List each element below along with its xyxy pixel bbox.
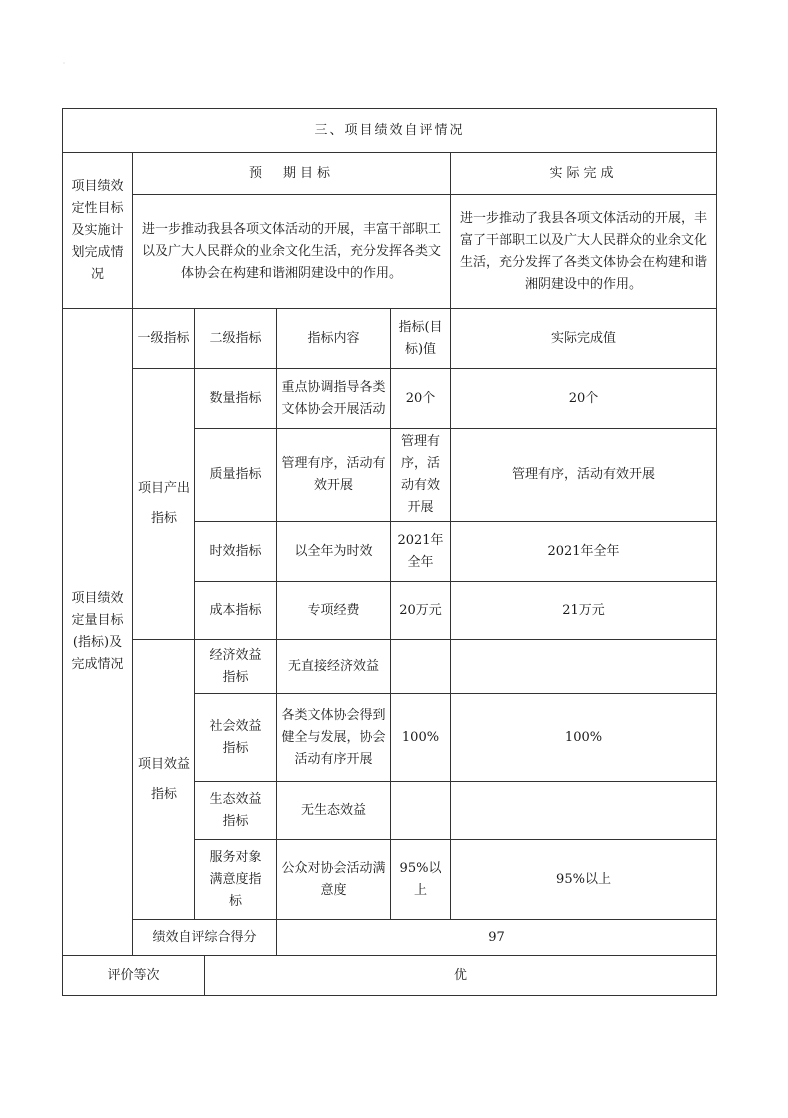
table-row: [451, 782, 717, 840]
table-row: 时效指标: [195, 522, 277, 582]
quantitative-label: [63, 309, 133, 956]
table-row: 重点协调指导各类文体协会开展活动: [277, 369, 391, 429]
header-target: 指标(目标)值: [391, 309, 451, 369]
table-row: 21万元: [451, 582, 717, 640]
benefit-label-text: 项目效益指标: [137, 756, 190, 802]
benefit-level2-3: 服务对象满意度指标: [209, 849, 262, 909]
table-row: [391, 640, 451, 694]
benefit-level2-0: 经济效益指标: [209, 647, 262, 685]
table-row: 2021年全年: [451, 522, 717, 582]
actual-header: 实际完成: [451, 153, 717, 195]
table-row: [195, 640, 277, 694]
table-row: 公众对协会活动满意度: [277, 840, 391, 920]
header-level2: 二级指标: [195, 309, 277, 369]
table-row: 无生态效益: [277, 782, 391, 840]
table-row: 95%以上: [391, 840, 451, 920]
table-row: 管理有序，活动有效开展: [451, 429, 717, 522]
header-actual: 实际完成值: [451, 309, 717, 369]
grade-value: 优: [205, 956, 717, 996]
table-row: [195, 782, 277, 840]
table-row: 各类文体协会得到健全与发展，协会活动有序开展: [277, 694, 391, 782]
table-row: 无直接经济效益: [277, 640, 391, 694]
score-label: 绩效自评综合得分: [133, 920, 277, 956]
table-row: [195, 840, 277, 920]
header-level1: 一级指标: [133, 309, 195, 369]
table-row: 质量指标: [195, 429, 277, 522]
score-value: 97: [277, 920, 717, 956]
output-label-text: 项目产出指标: [137, 481, 190, 526]
performance-table: [62, 108, 717, 996]
section-title: 三、项目绩效自评情况: [63, 109, 717, 153]
table-row: 100%: [451, 694, 717, 782]
table-row: 以全年为时效: [277, 522, 391, 582]
table-row: 管理有序，活动有效开展: [277, 429, 391, 522]
benefit-level2-1: 社会效益指标: [209, 718, 262, 756]
table-row: [195, 694, 277, 782]
table-row: 20万元: [391, 582, 451, 640]
table-row: 数量指标: [195, 369, 277, 429]
qualitative-label: [63, 153, 133, 309]
table-row: 95%以上: [451, 840, 717, 920]
qualitative-label-text: 项目绩效定性目标及实施计划完成情况: [71, 178, 124, 282]
table-row: [391, 782, 451, 840]
table-row: 管理有序，活动有效开展: [391, 429, 451, 522]
table-row: 20个: [451, 369, 717, 429]
actual-text: 进一步推动了我县各项文体活动的开展，丰富了干部职工以及广大人民群众的业余文化生活，充分发挥了各类文体协会在构建和谐湘阴建设中的作用。: [451, 195, 717, 309]
header-content: 指标内容: [277, 309, 391, 369]
scan-mark: ˙: [62, 62, 66, 71]
table-row: 100%: [391, 694, 451, 782]
table-row: [451, 640, 717, 694]
table-row: 成本指标: [195, 582, 277, 640]
quantitative-label-text: 项目绩效定量目标(指标)及完成情况: [71, 591, 124, 672]
benefit-level2-2: 生态效益指标: [209, 791, 262, 829]
table-row: 2021年全年: [391, 522, 451, 582]
grade-label: 评价等次: [63, 956, 205, 996]
table-row: 专项经费: [277, 582, 391, 640]
table-row: 20个: [391, 369, 451, 429]
expected-header: 预 期目标: [133, 153, 451, 195]
expected-text: 进一步推动我县各项文体活动的开展，丰富干部职工以及广大人民群众的业余文化生活，充分发挥各类文体协会在构建和谐湘阴建设中的作用。: [133, 195, 451, 309]
benefit-label: [133, 640, 195, 920]
output-label: [133, 369, 195, 640]
